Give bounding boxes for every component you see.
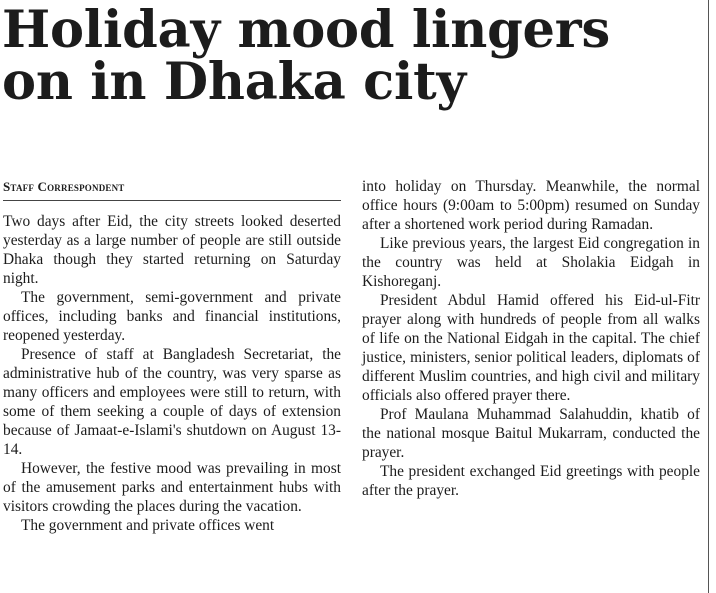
paragraph: Like previous years, the largest Eid congregation in the country was held at Sholakia Eidgah in Kishoreganj. (362, 235, 700, 290)
paragraph: Presence of staff at Bangladesh Secretariat, the administrative hub of the country, was very sparse as many officers and employees were still to return, with some of them seeking a couple of days of extension because of Jamaat-e-Islami's shutdown on August 13-14. (3, 346, 341, 458)
byline: Staff Correspondent (3, 179, 125, 194)
paragraph: President Abdul Hamid offered his Eid-ul-Fitr prayer along with hundreds of people from all walks of life on the National Eidgah in the capital. The chief justice, ministers, senior political leaders, diplomats of different Muslim countries, and high civil and military officials also offered prayer there. (362, 292, 700, 404)
paragraph: Prof Maulana Muhammad Salahuddin, khatib of the national mosque Baitul Mukarram, conducted the prayer. (362, 406, 700, 461)
paragraph: into holiday on Thursday. Meanwhile, the normal office hours (9:00am to 5:00pm) resumed on Sunday after a shortened work period during Ramadan. (362, 178, 700, 233)
paragraph: Two days after Eid, the city streets looked deserted yesterday as a large number of people are still outside Dhaka though they started returning on Saturday night. (3, 213, 341, 287)
paragraph: The president exchanged Eid greetings with people after the prayer. (362, 463, 700, 499)
headline (2, 0, 707, 112)
paragraph: The government, semi-government and private offices, including banks and financial institutions, reopened yesterday. (3, 289, 341, 344)
byline-divider (3, 200, 341, 201)
headline-line-2: on in Dhaka city (2, 52, 466, 112)
headline-line-1: Holiday mood lingers (2, 0, 610, 60)
column-divider (708, 0, 709, 593)
paragraph: The government and private offices went (21, 517, 275, 534)
article-column-right (362, 177, 700, 500)
article-column-left (3, 212, 341, 535)
paragraph: However, the festive mood was prevailing in most of the amusement parks and entertainment hubs with visitors crowding the places during the vacation. (3, 460, 341, 515)
